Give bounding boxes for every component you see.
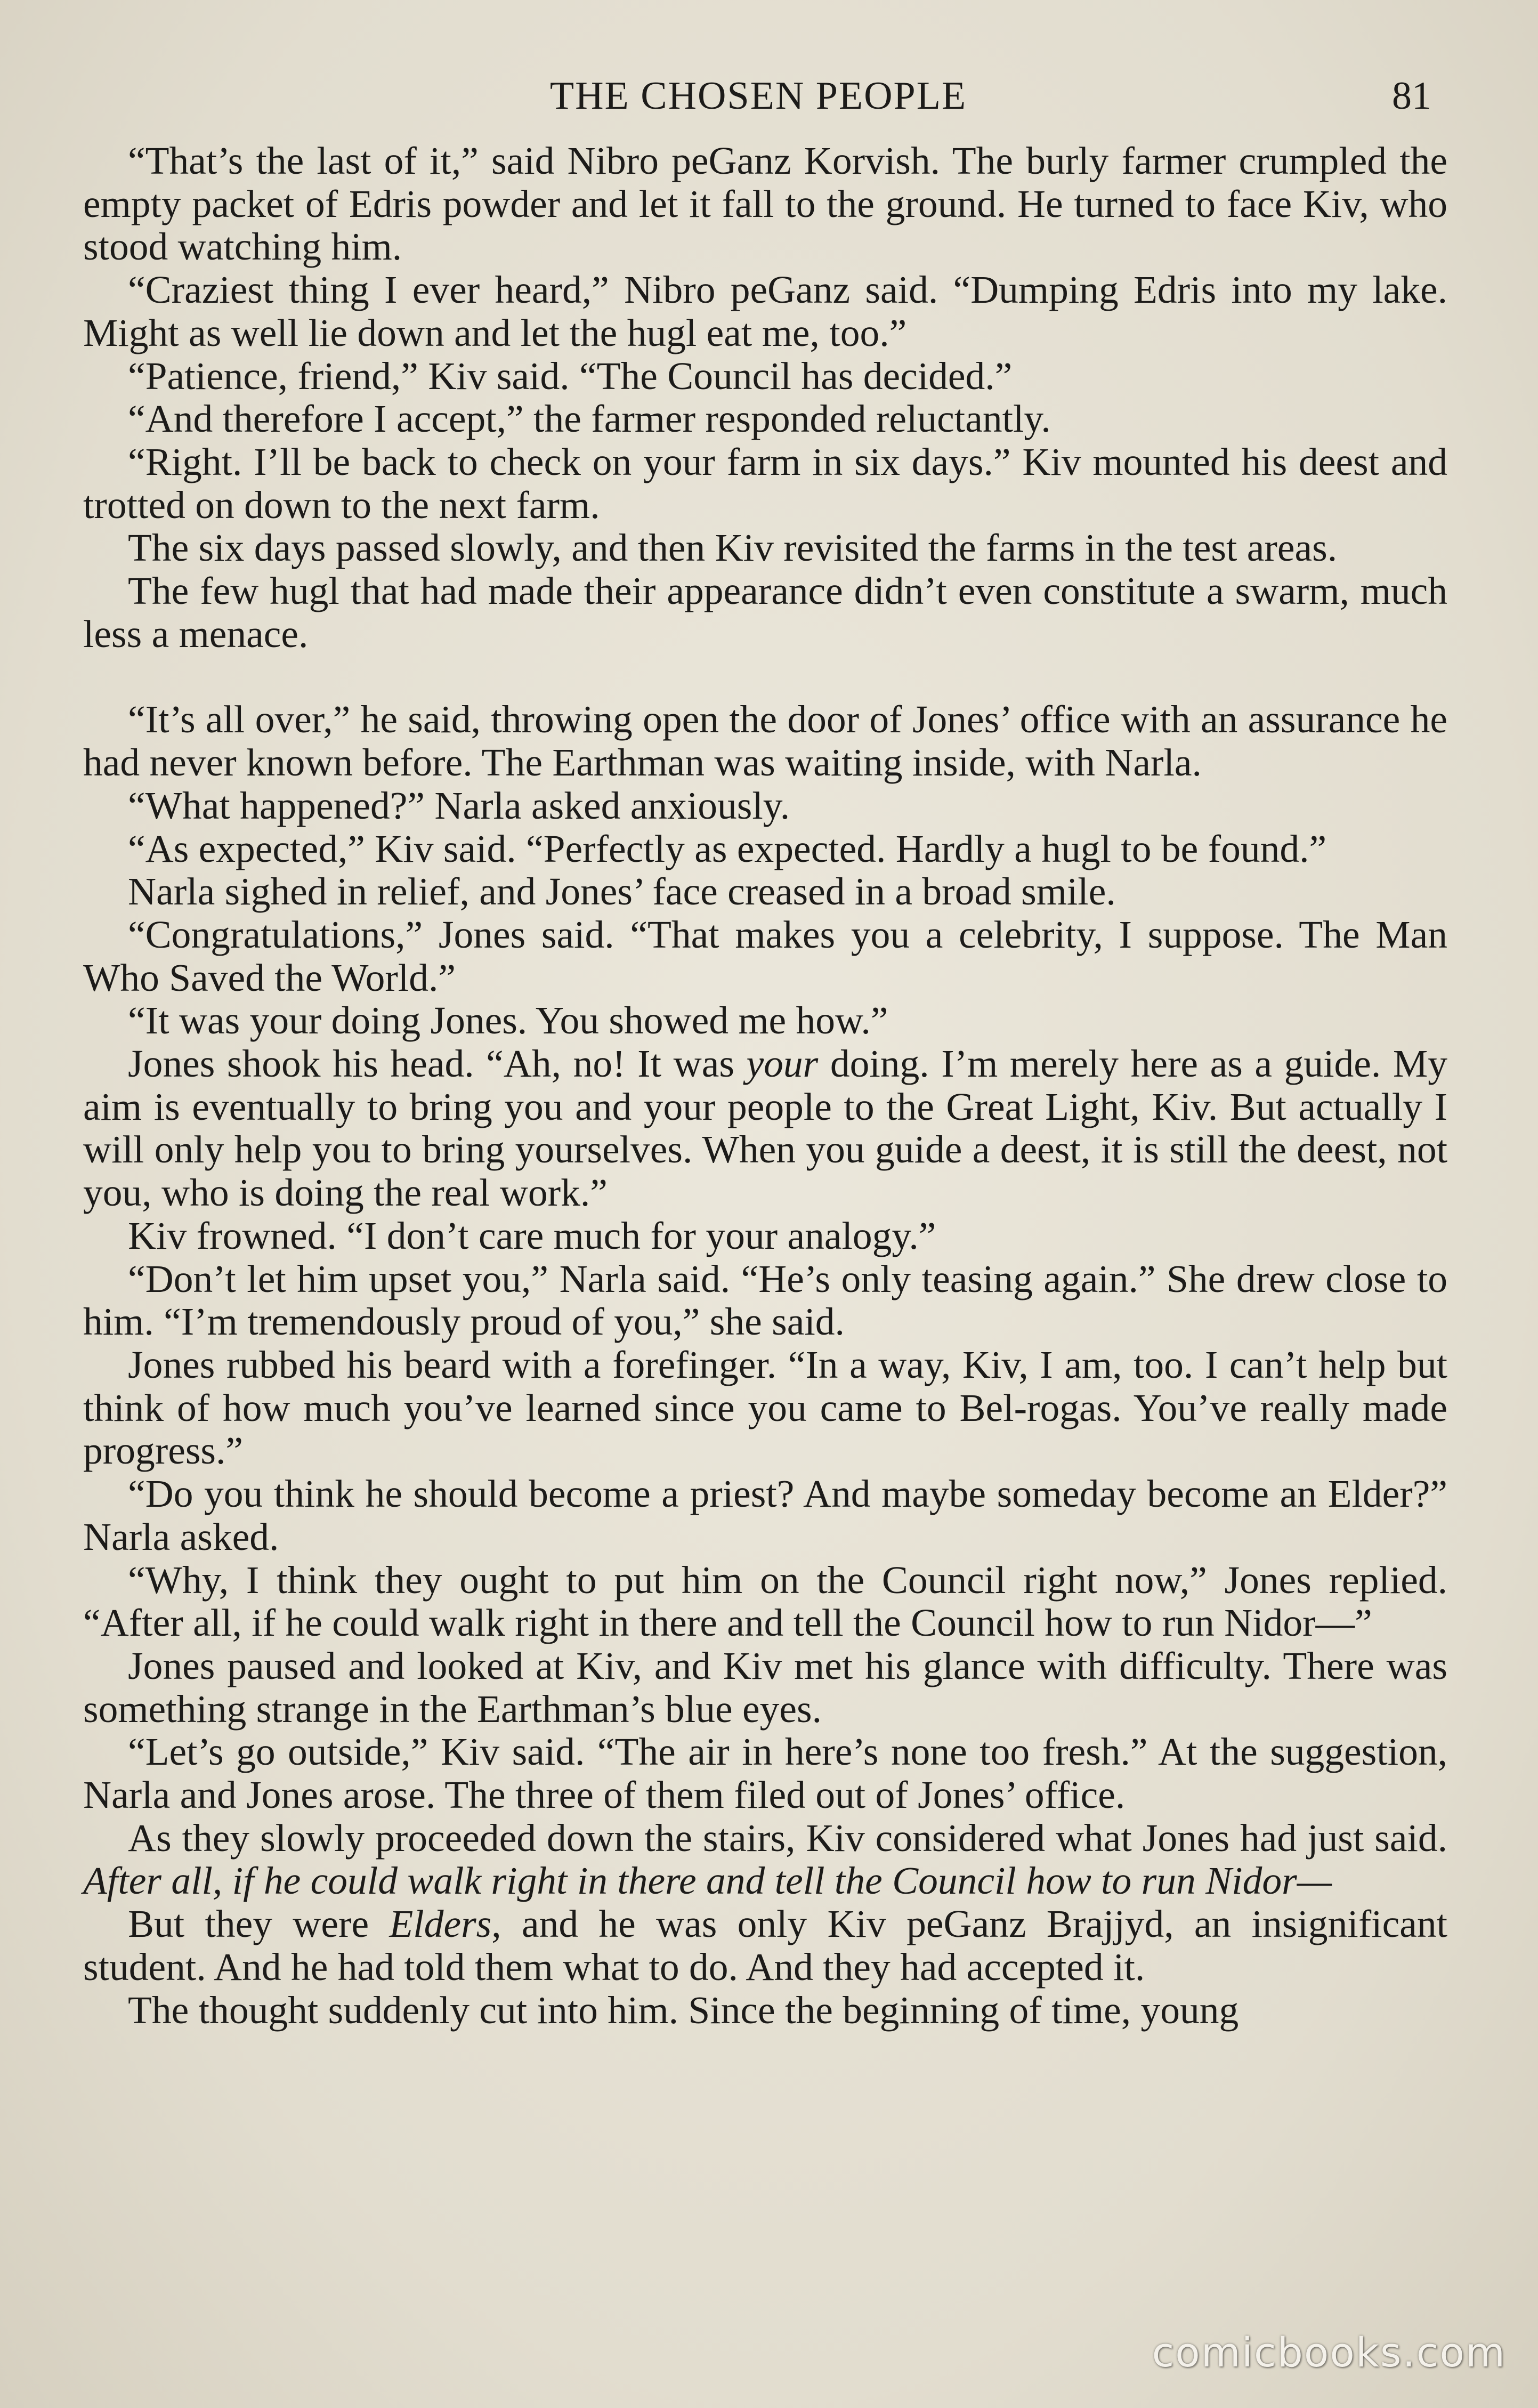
- paragraph: [83, 269, 1447, 354]
- page-number: 81: [1392, 74, 1431, 118]
- paragraph: [83, 1989, 1447, 2032]
- text-run: The thought suddenly cut into him. Since the beginning of time, young: [128, 1988, 1239, 2032]
- paragraph: [83, 698, 1447, 784]
- paragraph: [83, 1903, 1447, 1989]
- text-run: But they were: [128, 1902, 390, 1946]
- paragraph: [83, 1817, 1447, 1903]
- text-run: doing. I’m merely here as a guide. My aim is eventually to bring you and your people to the Great Light, Kiv. But actually I will only help you to bring yourselves. When you guide a deest, it is still the deest, not you, who is doing the real work.”: [83, 1042, 1447, 1215]
- page-header: [85, 69, 1431, 128]
- text-run: “Why, I think they ought to put him on the Council right now,” Jones replied. “After all, if he could walk right in there and tell the Council how to run Nidor—”: [83, 1558, 1447, 1645]
- text-run: “Don’t let him upset you,” Narla said. “He’s only teasing again.” She drew close to him. “I’m tremendously proud of you,” she said.: [83, 1257, 1447, 1344]
- text-run: Jones rubbed his beard with a forefinger. “In a way, Kiv, I am, too. I can’t help but think of how much you’ve learned since you came to Bel-rogas. You’ve really made progress.”: [83, 1343, 1447, 1473]
- text-run: “Let’s go outside,” Kiv said. “The air in here’s none too fresh.” At the suggestion, Narla and Jones arose. The three of them filed out of Jones’ office.: [83, 1730, 1447, 1817]
- paragraph: [83, 527, 1447, 570]
- text-run: “Right. I’ll be back to check on your farm in six days.” Kiv mounted his deest and trotted on down to the next farm.: [83, 440, 1447, 527]
- text-run: “It’s all over,” he said, throwing open the door of Jones’ office with an assurance he had never known before. The Earthman was waiting inside, with Narla.: [83, 698, 1447, 785]
- paragraph: [83, 441, 1447, 527]
- paragraph: [83, 1215, 1447, 1258]
- text-run: The six days passed slowly, and then Kiv revisited the farms in the test areas.: [128, 526, 1338, 570]
- italic-text: your: [746, 1042, 819, 1086]
- text-run: “Patience, friend,” Kiv said. “The Council has decided.”: [128, 354, 1013, 398]
- paragraph: [83, 870, 1447, 914]
- watermark: comicbooks.com: [1152, 2329, 1506, 2376]
- paragraph: [83, 140, 1447, 269]
- body-text: [83, 140, 1447, 2032]
- text-run: Jones shook his head. “Ah, no! It was: [128, 1042, 747, 1086]
- italic-text: Elders: [389, 1902, 492, 1946]
- italic-text: After all, if he could walk right in there and tell the Council how to run Nidor—: [83, 1859, 1332, 1903]
- text-run: “And therefore I accept,” the farmer responded reluctantly.: [128, 397, 1051, 441]
- text-run: “Do you think he should become a priest? And maybe someday become an Elder?” Narla asked.: [83, 1472, 1447, 1558]
- text-run: “It was your doing Jones. You showed me how.”: [128, 999, 888, 1043]
- text-run: Kiv frowned. “I don’t care much for your analogy.”: [128, 1214, 936, 1257]
- text-run: “Craziest thing I ever heard,” Nibro peGanz said. “Dumping Edris into my lake. Might as well lie down and let the hugl eat me, too.”: [83, 268, 1447, 354]
- running-title: THE CHOSEN PEOPLE: [549, 74, 967, 118]
- text-run: “Congratulations,” Jones said. “That makes you a celebrity, I suppose. The Man Who Saved the World.”: [83, 912, 1447, 999]
- paragraph: [83, 1559, 1447, 1645]
- paragraph: [83, 828, 1447, 871]
- text-run: “That’s the last of it,” said Nibro peGanz Korvish. The burly farmer crumpled the empty packet of Edris powder and let it fall to the ground. He turned to face Kiv, who stood watching him.: [83, 139, 1447, 269]
- text-run: As they slowly proceeded down the stairs, Kiv considered what Jones had just said.: [128, 1816, 1447, 1860]
- text-run: “What happened?” Narla asked anxiously.: [128, 783, 790, 827]
- text-run: Narla sighed in relief, and Jones’ face creased in a broad smile.: [128, 870, 1116, 914]
- paragraph: [83, 999, 1447, 1043]
- paragraph: [83, 1731, 1447, 1816]
- text-run: , and he was only Kiv peGanz Brajjyd, an insignificant student. And he had told them what to do. And they had accepted it.: [83, 1902, 1448, 1989]
- paragraph: [83, 1473, 1447, 1558]
- paragraph: [83, 1645, 1447, 1731]
- paragraph: [83, 914, 1447, 999]
- paragraph: [83, 1258, 1447, 1344]
- paragraph: [83, 1043, 1447, 1215]
- paragraph: [83, 570, 1447, 656]
- text-run: Jones paused and looked at Kiv, and Kiv met his glance with difficulty. There was something strange in the Earthman’s blue eyes.: [83, 1644, 1447, 1731]
- text-run: The few hugl that had made their appearance didn’t even constitute a swarm, much less a menace.: [83, 569, 1447, 656]
- paragraph: [83, 355, 1447, 398]
- paragraph: [83, 785, 1447, 828]
- text-run: “As expected,” Kiv said. “Perfectly as expected. Hardly a hugl to be found.”: [128, 827, 1327, 870]
- paragraph: [83, 398, 1447, 441]
- paragraph: [83, 1344, 1447, 1473]
